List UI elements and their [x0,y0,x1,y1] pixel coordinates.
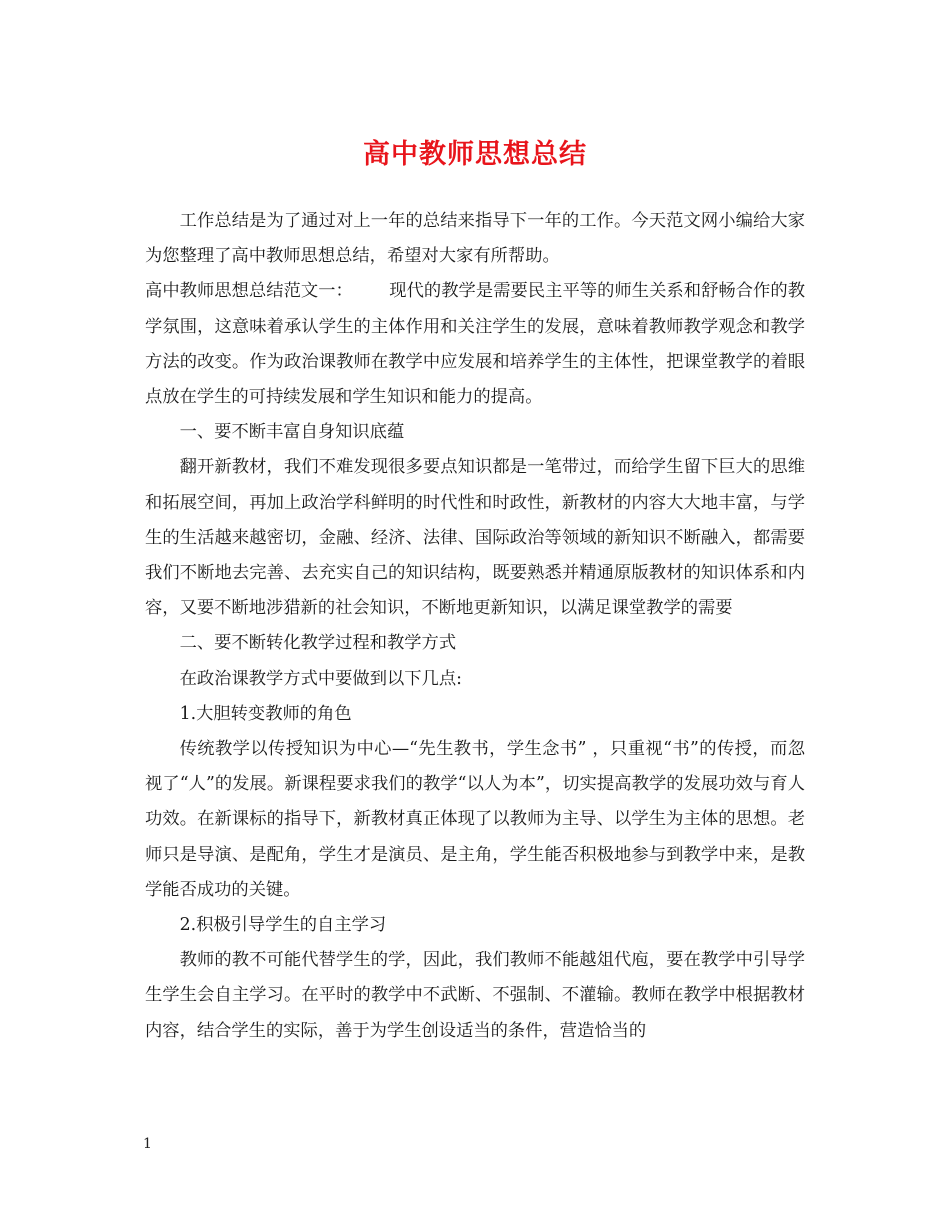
body-paragraph: 教师的教不可能代替学生的学，因此，我们教师不能越俎代庖，要在教学中引导学生学生会自主学习。在平时的教学中不武断、不强制、不灌输。教师在教学中根据教材内容，结合学生的实际，善于为学生创设适当的条件，营造恰当的 [145,950,805,1041]
sample-paragraph [145,274,805,415]
body-paragraph: 传统教学以传授知识为中心—“先生教书，学生念书” ，只重视“书”的传授，而忽视了“人”的发展。新课程要求我们的教学“以人为本”，切实提高教学的发展功效与育人功效。在新课标的指导下，新教材真正体现了以教师为主导、以学生为主体的思想。老师只是导演、是配角，学生才是演员、是主角，学生能否积极地参与到教学中来，是教学能否成功的关键。 [145,739,805,900]
page-number: 1 [143,1136,152,1152]
sample-text: 现代的教学是需要民主平等的师生关系和舒畅合作的教学氛围，这意味着承认学生的主体作用和关注学生的发展，意味着教师教学观念和教学方法的改变。作为政治课教师在教学中应发展和培养学生的主体性，把课堂教学的着眼点放在学生的可持续发展和学生知识和能力的提高。 [145,281,805,408]
intro-paragraph: 工作总结是为了通过对上一年的总结来指导下一年的工作。今天范文网小编给大家为您整理了高中教师思想总结，希望对大家有所帮助。 [145,211,805,267]
body-paragraph: 在政治课教学方式中要做到以下几点: [179,668,462,689]
sample-label: 高中教师思想总结范文一： [145,281,353,302]
body-paragraph: 翻开新教材，我们不难发现很多要点知识都是一笔带过，而给学生留下巨大的思维和拓展空间，再加上政治学科鲜明的时代性和时政性，新教材的内容大大地丰富，与学生的生活越来越密切，金融、经济、法律、国际政治等领域的新知识不断融入，都需要我们不断地去完善、去充实自己的知识结构，既要熟悉并精通原版教材的知识体系和内容，又要不断地涉猎新的社会知识，不断地更新知识，以满足课堂教学的需要 [145,457,805,619]
section-heading-1: 一、要不断丰富自身知识底蕴 [179,422,405,443]
subheading-2: 2.积极引导学生的自主学习 [179,915,387,936]
document-title: 高中教师思想总结 [363,139,587,170]
section-heading-2: 二、要不断转化教学过程和教学方式 [179,633,457,654]
document-body [145,204,805,1049]
subheading-1: 1.大胆转变教师的角色 [179,703,352,724]
